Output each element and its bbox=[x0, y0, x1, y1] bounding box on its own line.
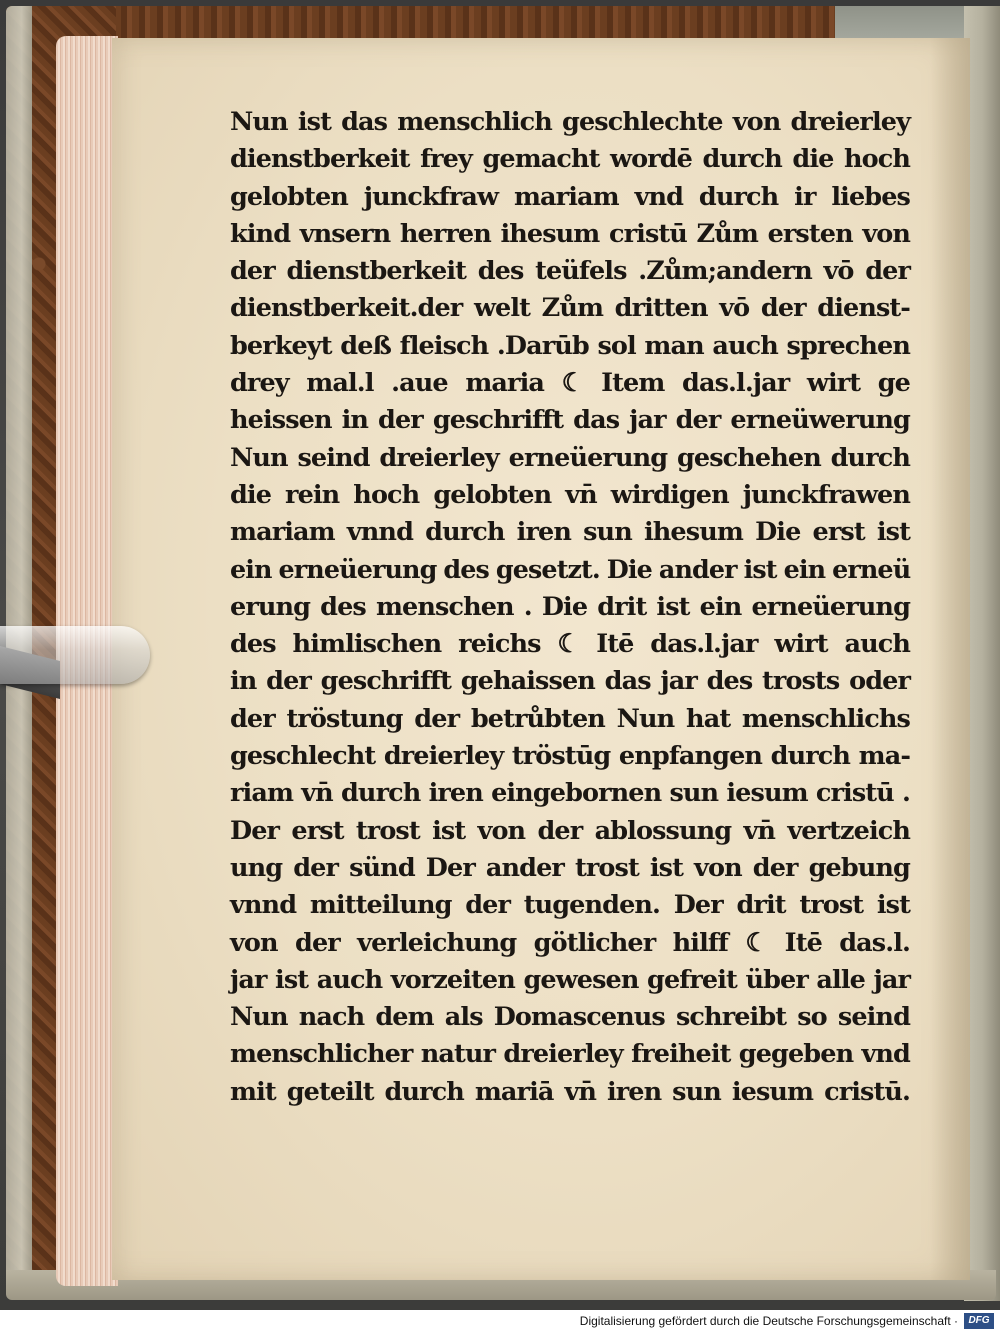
dfg-logo-icon: DFG bbox=[964, 1313, 994, 1329]
text-line: ein erneüerung des gesetzt. Die ander ist ein erneü bbox=[230, 554, 911, 585]
page-text-block bbox=[230, 104, 910, 1111]
text-line: drey mal.l .aue maria ☾ Item das.l.jar wirt ge bbox=[230, 368, 910, 399]
text-line: geschlecht dreierley tröstūg enpfangen durch ma- bbox=[230, 741, 910, 772]
text-line: der dienstberkeit des teüfels .Zům;andern vō der bbox=[230, 256, 910, 287]
text-line: erung des menschen . Die drit ist ein erneüerung bbox=[230, 591, 910, 622]
text-line: von der verleichung götlicher hilff ☾ Itē das.l. bbox=[230, 927, 910, 958]
text-line: Nun ist das menschlich geschlechte von dreierley bbox=[230, 107, 910, 137]
digitization-footer bbox=[0, 1310, 1000, 1333]
text-line: Nun seind dreierley erneüerung geschehen durch bbox=[230, 442, 910, 473]
text-line: in der geschrifft gehaissen das jar des trosts oder bbox=[230, 666, 910, 697]
glass-page-clip bbox=[0, 626, 150, 684]
text-line: heissen in der geschrifft das jar der erneüwerung bbox=[230, 405, 910, 436]
funding-credit: Digitalisierung gefördert durch die Deutsche Forschungsgemeinschaft · bbox=[579, 1314, 958, 1328]
text-line: berkeyt deß fleisch .Darūb sol man auch sprechen bbox=[230, 330, 910, 361]
text-line: mit geteilt durch mariā vn̄ iren sun iesum cristū. bbox=[230, 1076, 910, 1107]
text-line: kind vnsern herren ihesum cristū Zům ersten von bbox=[230, 218, 910, 249]
text-line: der tröstung der betrůbten Nun hat menschlichs bbox=[230, 703, 910, 734]
text-line: riam vn̄ durch iren eingebornen sun iesum cristū . bbox=[230, 778, 910, 809]
text-line: jar ist auch vorzeiten gewesen gefreit über alle jar bbox=[230, 964, 910, 995]
text-line: mariam vnnd durch iren sun ihesum Die erst ist bbox=[230, 517, 910, 548]
text-line: vnnd mitteilung der tugenden. Der drit trost ist bbox=[230, 890, 910, 921]
text-line: Der erst trost ist von der ablossung vn̄ vertzeich bbox=[230, 815, 910, 846]
text-line: des himlischen reichs ☾ Itē das.l.jar wirt auch bbox=[230, 629, 910, 660]
text-line: menschlicher natur dreierley freiheit gegeben vnd bbox=[230, 1039, 910, 1070]
text-line: Nun nach dem als Domascenus schreibt so seind bbox=[230, 1002, 910, 1033]
text-line: ung der sünd Der ander trost ist von der gebung bbox=[230, 852, 910, 883]
text-line: gelobten junckfraw mariam vnd durch ir liebes bbox=[230, 181, 910, 212]
text-line: dienstberkeit.der welt Zům dritten vō der dienst- bbox=[230, 293, 910, 324]
text-line: dienstberkeit frey gemacht wordē durch die hoch bbox=[230, 144, 910, 175]
page-gutter-shadow bbox=[930, 38, 970, 1280]
text-line: die rein hoch gelobten vn̄ wirdigen junckfrawen bbox=[230, 479, 910, 510]
